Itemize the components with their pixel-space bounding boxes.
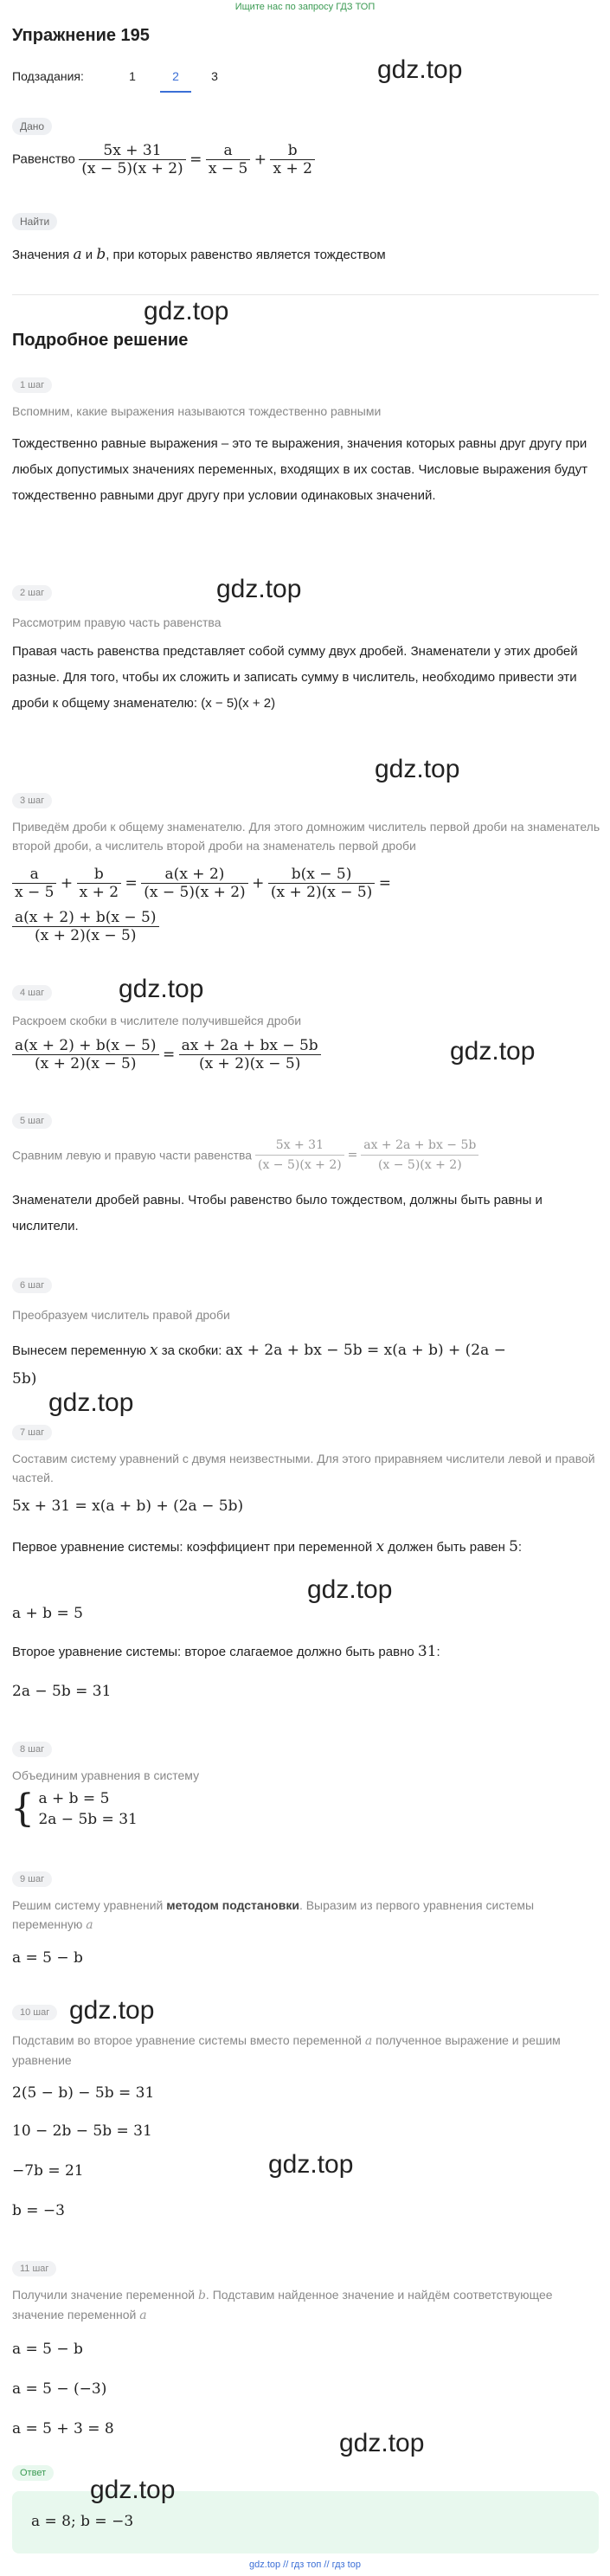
step-10-line-3: −7b = 21: [12, 2162, 84, 2180]
divider: [12, 294, 599, 295]
step-6-badge: 6 шаг: [12, 1278, 52, 1293]
step-7-equation: 5x + 31 = x(a + b) + (2a − 5b): [12, 1497, 244, 1515]
step-8-badge: 8 шаг: [12, 1742, 52, 1757]
top-search-link[interactable]: Ищите нас по запросу ГДЗ ТОП: [234, 2, 376, 12]
step-5-badge: 5 шаг: [12, 1113, 52, 1129]
step-6-text: Вынесем переменную x за скобки: ax + 2a + bx − 5b = x(a + b) + (2a − 5b): [12, 1342, 506, 1388]
fraction: $\frac{ax + 2a + bx - 5b}{(x - 5)(x + 2)}$: [361, 1136, 478, 1175]
step-1-hint: Вспомним, какие выражения называются тождественно равными: [12, 404, 382, 418]
subtask-tab-1[interactable]: 1: [129, 69, 136, 83]
step-1-badge: 1 шаг: [12, 377, 52, 393]
watermark: gdz.top: [450, 1037, 536, 1066]
step-8-hint: Объединим уравнения в систему: [12, 1768, 200, 1782]
watermark: gdz.top: [307, 1575, 393, 1604]
step-7-text-1: Первое уравнение системы: коэффициент при переменной x должен быть равен 5:: [12, 1538, 523, 1555]
find-text: Значения a и b, при которых равенство является тождеством: [12, 246, 386, 263]
step-11-badge: 11 шаг: [12, 2261, 56, 2277]
step-4-equation: $\frac{a(x + 2) + b(x - 5)}{(x + 2)(x - 5)}$ = $\frac{ax + 2a + bx - 5b}{(x + 2)(x - 5)}$: [12, 1037, 321, 1072]
step-6-hint: Преобразуем числитель правой дроби: [12, 1308, 230, 1322]
step-9-equation: a = 5 − b: [12, 1949, 83, 1967]
system-brace: {: [10, 1787, 35, 1831]
step-10-hint: Подставим во второе уравнение системы вместо переменной a полученное выражение и решим уравнение: [12, 2033, 561, 2067]
watermark: gdz.top: [375, 755, 460, 783]
fraction: $\frac{b(x - 5)}{(x + 2)(x - 5)}$: [268, 866, 375, 901]
page-title: Упражнение 195: [12, 26, 150, 45]
given-equality: Равенство $\frac{5x + 31}{(x - 5)(x + 2)}$ = $\frac{a}{x - 5}$ + $\frac{b}{x + 2}$: [12, 142, 315, 177]
answer-badge: Ответ: [12, 2465, 54, 2481]
footer-links[interactable]: gdz.top // гдз топ // гдз top: [249, 2560, 361, 2570]
step-2-badge: 2 шаг: [12, 585, 52, 601]
answer-value: a = 8; b = −3: [31, 2513, 134, 2530]
step-3-hint: Приведём дроби к общему знаменателю. Для этого домножим числитель первой дроби на знаменатель второй дроби, а числитель второй дроби на знаменатель первой дроби: [12, 820, 600, 853]
equality-label: Равенство: [12, 151, 75, 167]
equation-system: [10, 1788, 138, 1830]
step-11-line-3: a = 5 + 3 = 8: [12, 2420, 114, 2438]
step-7-hint: Составим систему уравнений с двумя неизвестными. Для этого приравняем числители левой и правой частей.: [12, 1452, 595, 1484]
watermark: gdz.top: [69, 1996, 155, 2025]
step-7-badge: 7 шаг: [12, 1425, 52, 1440]
step-11-line-1: a = 5 − b: [12, 2341, 83, 2358]
step-7-eq3: 2a − 5b = 31: [12, 1683, 112, 1700]
step-3-badge: 3 шаг: [12, 793, 52, 808]
step-7-eq2: a + b = 5: [12, 1605, 83, 1622]
step-10-line-2: 10 − 2b − 5b = 31: [12, 2122, 152, 2140]
step-3-equation: $\frac{a}{x - 5}$ + $\frac{b}{x + 2}$ = $\frac{a(x + 2)}{(x - 5)(x + 2)}$ + $\frac{b(x - 5)}{(x + 2)(x - 5)}$ =: [12, 866, 391, 901]
step-11-line-2: a = 5 − (−3): [12, 2380, 107, 2398]
step-2-text: Правая часть равенства представляет собой сумму двух дробей. Знаменатели у этих дробей разные. Для того, чтобы их сложить и записать сумму в числитель, необходимо привести эти дроби к общему знаменателю: (x − 5)(x + 2): [12, 644, 578, 711]
watermark: gdz.top: [339, 2429, 425, 2457]
fraction: $\frac{a(x + 2) + b(x - 5)}{(x + 2)(x - 5)}$: [12, 909, 159, 944]
subtasks-label: Подзадания:: [12, 69, 84, 83]
watermark: gdz.top: [119, 975, 204, 1003]
step-9-hint: Решим систему уравнений методом подстановки. Выразим из первого уравнения системы переменную a: [12, 1898, 535, 1932]
step-11-hint: Получили значение переменной b. Подставим найденное значение и найдём соответствующее значение переменной a: [12, 2288, 553, 2322]
given-badge: Дано: [12, 118, 52, 135]
system-line-2: 2a − 5b = 31: [38, 1811, 138, 1828]
watermark: gdz.top: [377, 55, 463, 84]
step-1-text: Тождественно равные выражения – это те выражения, значения которых равны друг другу при любых допустимых значениях переменных, входящих в их состав. Числовые выражения будут тождественно равными друг другу при условии одинаковых значений.: [12, 436, 588, 503]
watermark: gdz.top: [268, 2150, 354, 2179]
fraction: $\frac{ax + 2a + bx - 5b}{(x + 2)(x - 5)}$: [179, 1037, 321, 1072]
subtask-tab-2[interactable]: 2: [172, 69, 179, 83]
subtask-tab-3[interactable]: 3: [211, 69, 218, 83]
step-5-text: Знаменатели дробей равны. Чтобы равенство было тождеством, должны быть равны и числители.: [12, 1193, 543, 1233]
term1-fraction: $\frac{a}{x - 5}$: [206, 142, 250, 177]
fraction: $\frac{a(x + 2) + b(x - 5)}{(x + 2)(x - 5)}$: [12, 1037, 159, 1072]
step-3-result: [12, 909, 159, 944]
step-4-badge: 4 шаг: [12, 985, 52, 1001]
step-5-hint: Сравним левую и правую части равенства: [12, 1148, 253, 1162]
fraction: $\frac{5x + 31}{(x - 5)(x + 2)}$: [255, 1136, 344, 1175]
step-10-badge: 10 шаг: [12, 2005, 57, 2020]
step-9-badge: 9 шаг: [12, 1871, 52, 1887]
find-badge: Найти: [12, 213, 57, 230]
step-10-line-4: b = −3: [12, 2202, 65, 2219]
watermark: gdz.top: [48, 1388, 134, 1417]
watermark: gdz.top: [90, 2476, 176, 2504]
step-2-hint: Рассмотрим правую часть равенства: [12, 615, 222, 629]
lhs-fraction: $\frac{5x + 31}{(x - 5)(x + 2)}$: [79, 142, 185, 177]
system-line-1: a + b = 5: [38, 1790, 110, 1807]
active-tab-indicator: [160, 91, 191, 93]
fraction: $\frac{a}{x - 5}$: [12, 866, 56, 901]
step-4-hint: Раскроем скобки в числителе получившейся дроби: [12, 1014, 302, 1027]
solution-title: Подробное решение: [12, 331, 189, 350]
step-5-hint-row: Сравним левую и правую части равенства $\frac{5x + 31}{(x - 5)(x + 2)}$ = $\frac{ax + 2a + bx - 5b}{(x - 5)(x + 2)}$: [12, 1136, 478, 1175]
term2-fraction: $\frac{b}{x + 2}$: [270, 142, 314, 177]
watermark: gdz.top: [144, 297, 229, 325]
fraction: $\frac{b}{x + 2}$: [77, 866, 121, 901]
step-10-line-1: 2(5 − b) − 5b = 31: [12, 2084, 155, 2102]
watermark: gdz.top: [216, 575, 302, 603]
step-7-text-2: Второе уравнение системы: второе слагаемое должно быть равно 31:: [12, 1643, 440, 1660]
fraction: $\frac{a(x + 2)}{(x - 5)(x + 2)}$: [141, 866, 247, 901]
